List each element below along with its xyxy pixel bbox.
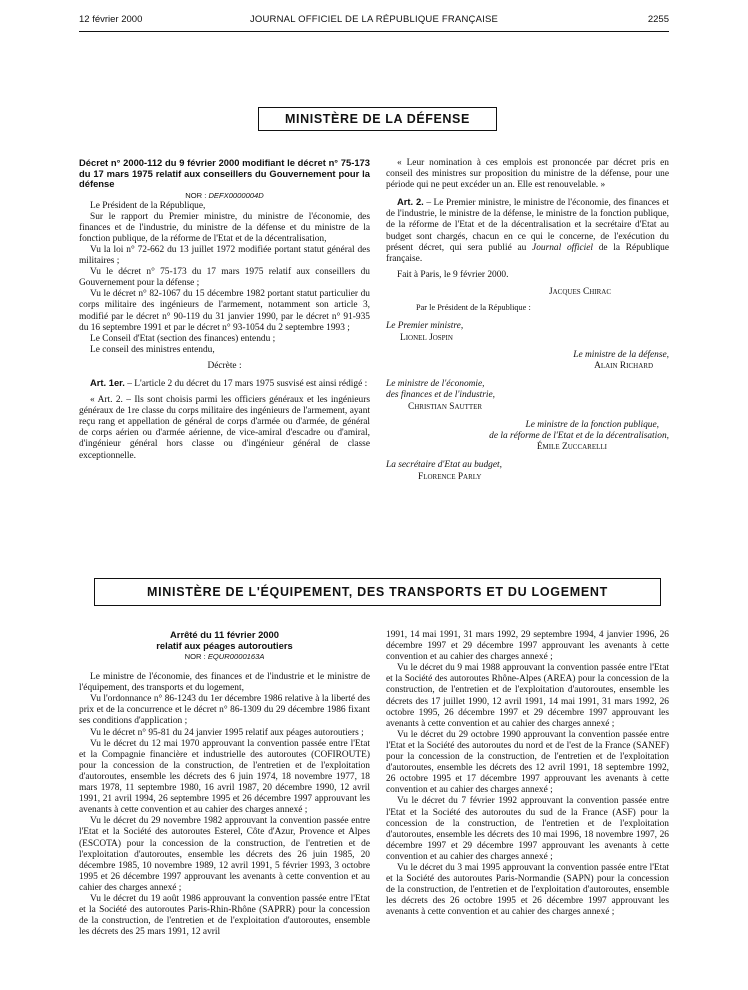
decree-nor: NOR : DEFX0000004D — [185, 190, 264, 200]
page-number: 2255 — [647, 14, 669, 25]
pm-title: Le Premier ministre, — [386, 321, 464, 332]
visa-paragraph: Vu le décret n° 75-173 du 17 mars 1975 relatif aux conseillers du Gouvernement pour la défense ; — [79, 267, 370, 289]
visa-paragraph: Le Président de la République, — [90, 200, 206, 211]
budget-secretary-title: La secrétaire d'Etat au budget, — [386, 460, 502, 471]
nomination-quote: « Leur nomination à ces emplois est prononcée par décret pris en conseil des ministres sur proposition du ministre de la défense, pour une période qui ne peut excéder un an. Elle est renouvelable. » — [386, 158, 669, 191]
visa-paragraph: Vu le décret n° 95-81 du 24 janvier 1995 relatif aux péages autoroutiers ; — [90, 727, 364, 738]
eco-minister-title-2: des finances et de l'industrie, — [386, 390, 496, 401]
defense-minister-name: Alain Richard — [594, 360, 653, 371]
tolls-order-right-column — [386, 630, 669, 918]
article-2: Art. 2. – Le Premier ministre, le ministre de l'économie, des finances et de l'industrie, le ministre de la défense, le ministre de la fonction publique, de la réforme de l'Etat et de la décentralisation et la secrétaire d'Etat au budget sont chargés, chacun en ce qui le concerne, de l'exécution du présent décret, qui sera publié au Journal officiel de la République française. — [386, 196, 670, 264]
order-title-line-1: Arrêté du 11 février 2000 — [170, 629, 279, 640]
visa-paragraph: Vu le décret du 9 mai 1988 approuvant la convention passée entre l'Etat et la Société des autoroutes Rhône-Alpes (AREA) pour la concession de la construction, de l'entretien et de l'exploitation d'autoroutes, ensemble les décrets des 17 juillet 1990, 12 avril 1991, 14 mai 1991, 31 mars 1992, 26 octobre 1995, 26 décembre 1997 et 29 décembre 1997 approuvant les avenants à cette convention et au cahier des charges annexé ; — [386, 663, 669, 729]
decree-title: Décret n° 2000-112 du 9 février 2000 modifiant le décret n° 75-173 du 17 mars 1975 relatif aux conseillers du Gouvernement pour la défense — [79, 157, 370, 189]
visa-paragraph: Vu la loi n° 72-662 du 13 juillet 1972 modifiée portant statut général des militaires ; — [79, 244, 370, 267]
running-header — [79, 14, 669, 28]
visa-paragraph: Vu le décret du 29 octobre 1990 approuvant la convention passée entre l'Etat et la Société des autoroutes du nord et de l'est de la France (SANEF) pour la concession de la construction, de l'entretien et de l'exploitation d'autoroutes, ensemble les décrets des 12 avril 1991, 18 septembre 1992, 26 octobre 1995 et 17 décembre 1997 approuvant les avenants à cette convention et au cahier des charges annexé ; — [386, 729, 669, 796]
header-rule — [79, 31, 669, 32]
visa-paragraph: Vu le décret du 3 mai 1995 approuvant la convention passée entre l'Etat et la Société des autoroutes Paris-Normandie (SAPN) pour la concession de la construction, de l'entretien et de l'exploitation d'autoroutes, ensemble les décrets des 26 octobre 1995 et 26 décembre 1997 approuvant les avenants à cette convention et au cahier des charges annexé ; — [386, 862, 669, 918]
article-1: Art. 1er. – L'article 2 du décret du 17 mars 1975 susvisé est ainsi rédigé : — [90, 377, 368, 389]
eco-minister-title: Le ministre de l'économie, — [386, 379, 485, 390]
defense-decree-right-column — [386, 158, 669, 483]
visa-paragraph: Vu le décret du 7 février 1992 approuvant la convention passée entre l'Etat et la Société des autoroutes du sud de la France (ASF) pour la concession de la construction, de l'entretien et de l'exploitation d'autoroutes, ensemble les décrets des 10 mai 1996, 18 novembre 1997, 26 décembre 1997 et 29 décembre 1997 approuvant les avenants à cette convention et au cahier des charges annexé ; — [386, 796, 669, 862]
visa-paragraph: Vu le décret du 29 novembre 1982 approuvant la convention passée entre l'Etat et la Société des autoroutes Esterel, Côte d'Azur, Provence et Alpes (ESCOTA) pour la concession de la construction, de l'entretien et de l'exploitation d'autoroutes, ensemble les décrets des 26 juin 1985, 20 décembre 1985, 10 novembre 1989, 12 avril 1991, 5 février 1993, 3 octobre 1995 et 26 décembre 1997 approuvant les avenants à cette convention et au cahier des charges annexé ; — [79, 816, 370, 893]
defense-decree-left-column — [79, 158, 370, 462]
ministry-equipment-heading: MINISTÈRE DE L'ÉQUIPEMENT, DES TRANSPORTS ET DU LOGEMENT — [94, 578, 661, 606]
issue-date: 12 février 2000 — [79, 14, 143, 25]
visa-paragraph: 1991, 14 mai 1991, 31 mars 1992, 29 septembre 1994, 4 janvier 1996, 26 décembre 1997 et 29 décembre 1997 approuvant les avenants à cette convention et au cahier des charges annexé ; — [386, 630, 669, 663]
fp-minister-title-2: de la réforme de l'Etat et de la décentralisation, — [489, 430, 669, 441]
visa-paragraph: Vu l'ordonnance n° 86-1243 du 1er décembre 1986 relative à la liberté des prix et de la concurrence et le décret n° 86-1309 du 29 décembre 1986 fixant ses conditions d'application ; — [79, 694, 370, 727]
visa-paragraph: Vu le décret du 19 août 1986 approuvant la convention passée entre l'Etat et la Société des autoroutes Paris-Rhin-Rhône (SAPRR) pour la concession de la construction, de l'entretien et de l'exploitation d'autoroutes, ensemble les décrets des 25 mars 1991, 12 avril — [79, 893, 370, 938]
visa-paragraph: Sur le rapport du Premier ministre, du ministre de l'économie, des finances et de l'industrie, du ministre de la défense et du ministre de la fonction publique, de la réforme de l'Etat et de la décentralisation, — [79, 211, 370, 244]
tolls-order-left-column — [79, 630, 370, 938]
eco-minister-name: Christian Sautter — [408, 401, 483, 412]
ministry-defense-heading: MINISTÈRE DE LA DÉFENSE — [258, 107, 497, 131]
visa-paragraph: Vu le décret n° 82-1067 du 15 décembre 1982 portant statut particulier du corps militaire des ingénieurs de l'armement, notamment son article 3, modifié par le décret n° 90-119 du 31 janvier 1990, par le décret n° 91-935 du 16 septembre 1991 et par le décret n° 93-1054 du 2 septembre 1993 ; — [79, 289, 370, 333]
order-nor: NOR : EQUR0000163A — [184, 652, 265, 661]
fp-minister-name: Émile Zuccarelli — [536, 442, 607, 453]
par-le-president: Par le Président de la République : — [416, 303, 531, 313]
fait-a-paris: Fait à Paris, le 9 février 2000. — [397, 269, 509, 280]
visa-paragraph: Le Conseil d'Etat (section des finances) entendu ; — [90, 333, 276, 344]
visa-paragraph: Vu le décret du 12 mai 1970 approuvant la convention passée entre l'Etat et la Compagnie financière et industrielle des autoroutes (COFIROUTE) pour la concession de la construction, de l'entretien et de l'exploitation d'autoroutes, ensemble les décrets des 6 juin 1974, 18 novembre 1977, 18 mars 1978, 11 septembre 1980, 16 avril 1987, 20 décembre 1990, 12 avril 1991, 21 avril 1994, 26 septembre 1995 et 26 décembre 1997 approuvant les avenants à cette convention et au cahier des charges annexé ; — [79, 738, 370, 816]
visa-paragraph: Le ministre de l'économie, des finances et de l'industrie et le ministre de l'équipement, des transports et du logement, — [79, 672, 370, 694]
visa-paragraph: Le conseil des ministres entendu, — [90, 344, 215, 355]
pm-name: Lionel Jospin — [400, 332, 453, 343]
article-2-quote: « Art. 2. – Ils sont choisis parmi les officiers généraux et les ingénieurs généraux de 1re classe du corps militaire des ingénieurs de l'armement, ayant reçu rang et appellation de général de corps d'armée ou d'armée, de général de corps aérien ou d'armée aérienne, de vice-amiral d'escadre ou d'amiral, d'ingénieur général hors classe ou d'ingénieur général de classe exceptionnelle. — [79, 395, 370, 461]
signatory-president: Jacques Chirac — [548, 286, 611, 297]
order-title-line-2: relatif aux péages autoroutiers — [156, 639, 293, 651]
budget-secretary-name: Florence Parly — [418, 471, 482, 482]
defense-minister-title: Le ministre de la défense, — [573, 349, 669, 360]
fp-minister-title: Le ministre de la fonction publique, — [525, 419, 659, 430]
journal-title: JOURNAL OFFICIEL DE LA RÉPUBLIQUE FRANÇAISE — [249, 14, 499, 25]
decrete-heading: Décrète : — [207, 360, 242, 371]
